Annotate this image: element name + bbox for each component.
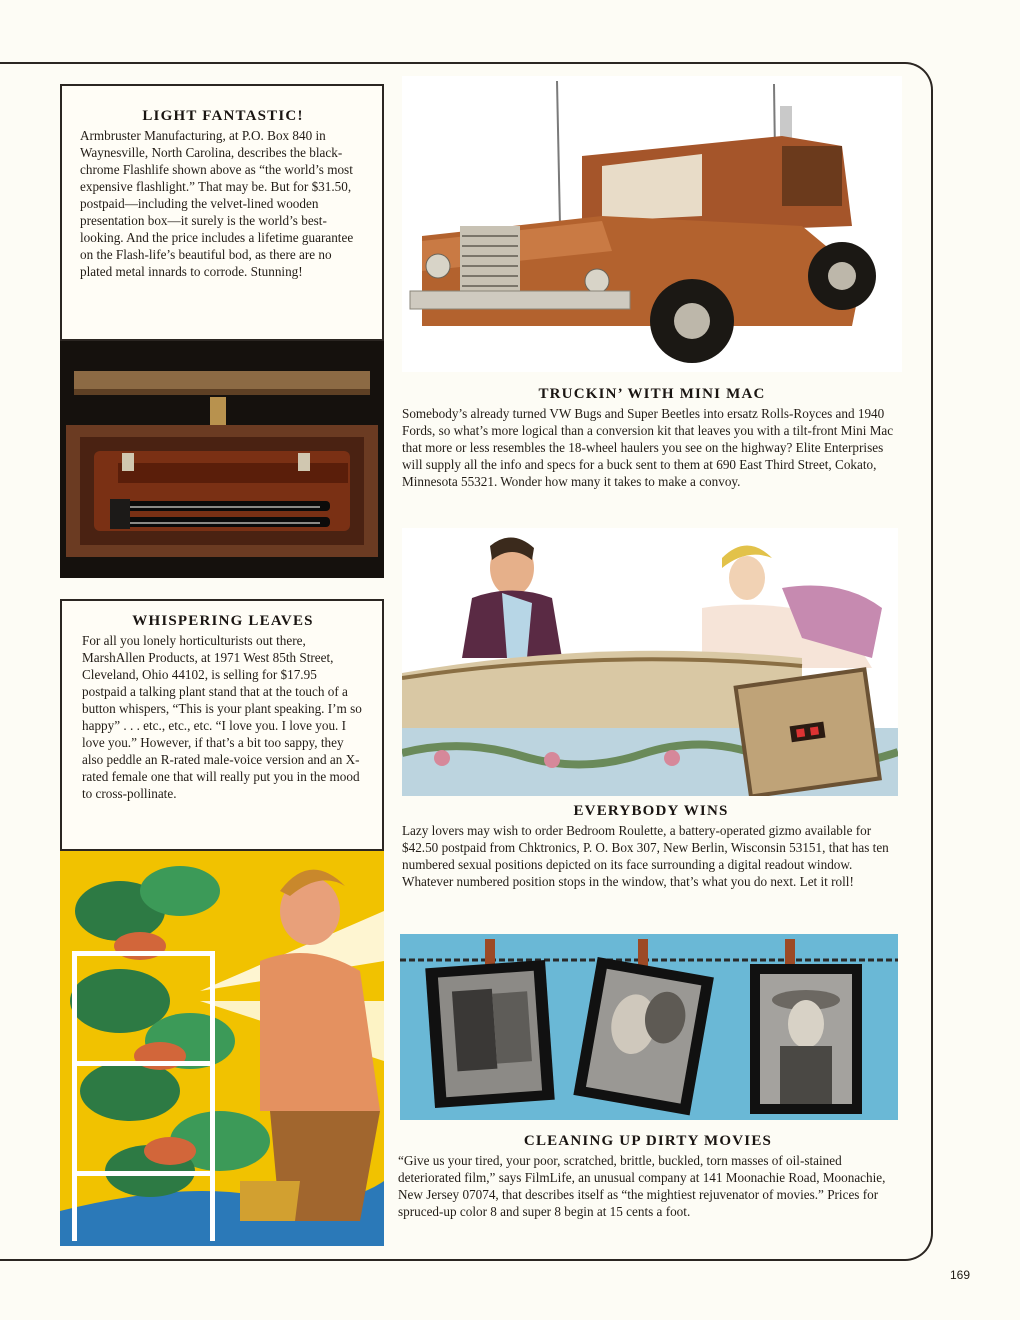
light-fantastic-heading: LIGHT FANTASTIC! [142, 108, 304, 124]
whispering-leaves-text: For all you lonely horticulturists out there, MarshAllen Products, at 1971 West 85th Street, Cleveland, Ohio 44102, is selling for $17.95 postpaid a talking plant stand that at the touch of a button whispers, “This is your plant speaking. I’m so happy” . . . etc., etc., etc. “I love you. I love you. I love you.” However, if that’s a bit too sappy, they also peddle an R-rated male-voice version and an X-rated female one that will really put you in the mood to cross-pollinate. [82, 633, 362, 801]
flashlight-box-photo [60, 341, 384, 578]
dirty-movies-text: “Give us your tired, your poor, scratched, brittle, buckled, torn masses of oil-stained deteriorated film,” says FilmLife, an unusual company at 141 Moonachie Road, Moonachie, New Jersey 07074, that describes itself as “the mightiest rejuvenator of movies.” Prices for spruced-up color 8 and super 8 begin at 15 cents a foot. [398, 1153, 886, 1219]
bedroom-roulette-illustration [402, 528, 898, 796]
everybody-wins-article [402, 803, 900, 890]
everybody-wins-text: Lazy lovers may wish to order Bedroom Roulette, a battery-operated gizmo available for $42.50 postpaid from Chktronics, P. O. Box 307, New Berlin, Wisconsin 53151, that has ten numbered sexual positions depicted on its face surrounding a digital readout window. Whatever numbered position stops in the window, that’s what you do next. Let it roll! [402, 823, 889, 889]
page-number: 169 [950, 1268, 971, 1282]
mini-mac-text: Somebody’s already turned VW Bugs and Super Beetles into ersatz Rolls-Royces and 1940 Fords, so what’s more logical than a conversion kit that leaves you with a tilt-front Mini Mac that more or less resembles the 18-wheel haulers you see on the highway? Elite Enterprises will supply all the info and specs for a buck sent to them at 690 East Third Street, Cokato, Minnesota 55321. Wonder how many it takes to make a convoy. [402, 406, 894, 489]
dirty-movies-heading: CLEANING UP DIRTY MOVIES [523, 1133, 773, 1149]
dirty-movies-article [398, 1133, 898, 1220]
light-fantastic-text: Armbruster Manufacturing, at P.O. Box 840 in Waynesville, North Carolina, describes the black-chrome Flashlife shown above as “the world’s most expensive flashlight.” That may be. But for $31.50, postpaid—including the velvet-lined wooden presentation box—it surely is the world’s best-looking. And the price includes a lifetime guarantee on the Flash-life’s beautiful bod, as there are no plated metal innards to corrode. Stunning! [80, 128, 354, 279]
mini-mac-article [402, 386, 902, 490]
talking-plant-illustration [60, 851, 384, 1246]
mini-mac-heading: TRUCKIN’ WITH MINI MAC [538, 386, 766, 402]
everybody-wins-heading: EVERYBODY WINS [573, 803, 729, 819]
whispering-leaves-heading: WHISPERING LEAVES [132, 613, 314, 629]
whispering-leaves-box [60, 599, 384, 851]
mini-mac-truck-photo [402, 76, 902, 372]
light-fantastic-box [60, 84, 384, 341]
film-strips-photo [400, 934, 898, 1120]
